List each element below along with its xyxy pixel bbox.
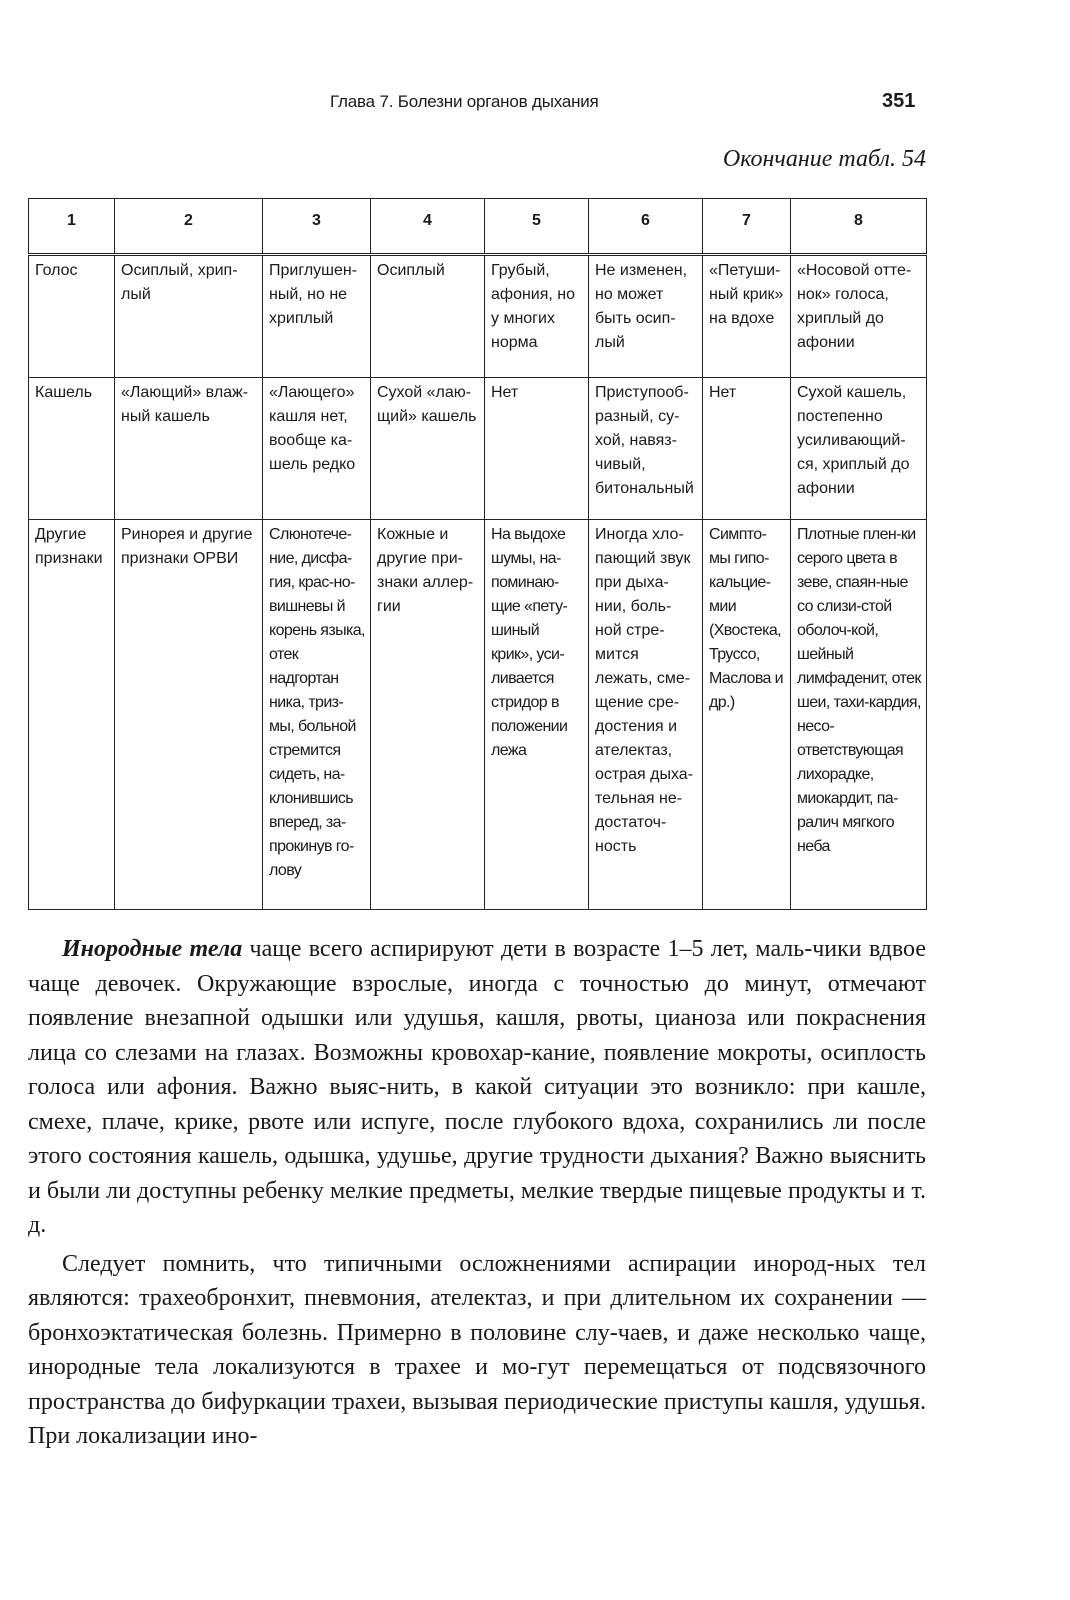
table-cell: Другие признаки bbox=[29, 520, 115, 910]
table-caption: Окончание табл. 54 bbox=[722, 146, 926, 172]
table-cell: Иногда хло-пающий звук при дыха-нии, боль-ной стре-мится лежать, сме-щение сре-достения и ателектаз, острая дыха-тельная не-достаточ-ность bbox=[589, 520, 703, 910]
running-head: Глава 7. Болезни органов дыхания bbox=[330, 92, 599, 111]
page-number: 351 bbox=[882, 90, 916, 112]
table-cell: «Лающий» влаж-ный кашель bbox=[115, 378, 263, 520]
column-header: 3 bbox=[263, 199, 371, 255]
column-header: 6 bbox=[589, 199, 703, 255]
column-header: 7 bbox=[703, 199, 791, 255]
paragraph-text: Следует помнить, что типичными осложнениями аспирации инород-ных тел являются: трахеобронхит, пневмония, ателектаз, и при длительном их сохранении — бронхоэктатическая болезнь. Примерно в половине слу-чаев, и даже несколько чаще, инородные тела локализуются в трахее и мо-гут перемещаться от подсвязочного пространства до бифуркации трахеи, вызывая периодические приступы кашля, удушья. При локализации ино- bbox=[28, 1250, 926, 1449]
table-cell: Слюнотече-ние, дисфа-гия, крас-но-вишневы й корень языка, отек надгортан ника, триз-мы, больной стремится сидеть, на-клонившись вперед, за-прокинув го-лову bbox=[263, 520, 371, 910]
page-header bbox=[0, 92, 1070, 122]
table-cell: Кашель bbox=[29, 378, 115, 520]
paragraph-text: чаще всего аспирируют дети в возрасте 1–5 лет, маль-чики вдвое чаще девочек. Окружающие взрослые, иногда с точностью до минут, отмечают появление внезапной одышки или удушья, кашля, рвоты, цианоза или покраснения лица со слезами на глазах. Возможны кровохар-кание, появление мокроты, осиплость голоса или афония. Важно выяс-нить, в какой ситуации это возникло: при кашле, смехе, плаче, крике, рвоте или испуге, после глубокого вдоха, сохранились ли после этого состояния кашель, одышка, удушье, другие трудности дыхания? Важно выяснить и были ли доступны ребенку мелкие предметы, мелкие твердые пищевые продукты и т. д. bbox=[28, 936, 926, 1238]
table-cell: Нет bbox=[485, 378, 589, 520]
table-cell: Осиплый bbox=[371, 255, 485, 378]
table-cell: Плотные плен-ки серого цвета в зеве, спаян-ные со слизи-стой оболоч-кой, шейный лимфаденит, отек шеи, тахи-кардия, несо-ответствующая лихорадке, миокардит, па-ралич мягкого неба bbox=[791, 520, 927, 910]
table-cell: Не изменен, но может быть осип-лый bbox=[589, 255, 703, 378]
table-cell: Кожные и другие при-знаки аллер-гии bbox=[371, 520, 485, 910]
column-header: 1 bbox=[29, 199, 115, 255]
table-cell: Сухой кашель, постепенно усиливающий-ся, хриплый до афонии bbox=[791, 378, 927, 520]
table-cell: «Носовой отте-нок» голоса, хриплый до афонии bbox=[791, 255, 927, 378]
table-cell: Симпто-мы гипо-кальцие-мии (Хвостека, Труссо, Маслова и др.) bbox=[703, 520, 791, 910]
term-heading: Инородные тела bbox=[62, 936, 243, 962]
table-cell: Приступооб-разный, су-хой, навяз-чивый, битональный bbox=[589, 378, 703, 520]
table-cell: «Лающего» кашля нет, вообще ка-шель редко bbox=[263, 378, 371, 520]
table-cell: На выдохе шумы, на-поминаю-щие «пету-шиный крик», уси-ливается стридор в положении лежа bbox=[485, 520, 589, 910]
table-row bbox=[29, 520, 927, 910]
table-cell: Осиплый, хрип-лый bbox=[115, 255, 263, 378]
column-header: 8 bbox=[791, 199, 927, 255]
symptom-table bbox=[28, 198, 927, 910]
table-header-row bbox=[29, 199, 927, 255]
table-cell: Грубый, афония, но у многих норма bbox=[485, 255, 589, 378]
table-row bbox=[29, 255, 927, 378]
paragraph bbox=[28, 932, 926, 1243]
paragraph bbox=[28, 1247, 926, 1454]
body-text bbox=[28, 932, 926, 1454]
column-header: 4 bbox=[371, 199, 485, 255]
table-cell: «Петуши-ный крик» на вдохе bbox=[703, 255, 791, 378]
column-header: 5 bbox=[485, 199, 589, 255]
table-cell: Ринорея и другие признаки ОРВИ bbox=[115, 520, 263, 910]
table-row bbox=[29, 378, 927, 520]
column-header: 2 bbox=[115, 199, 263, 255]
table-cell: Приглушен-ный, но не хриплый bbox=[263, 255, 371, 378]
table-cell: Голос bbox=[29, 255, 115, 378]
table-cell: Нет bbox=[703, 378, 791, 520]
table-cell: Сухой «лаю-щий» кашель bbox=[371, 378, 485, 520]
